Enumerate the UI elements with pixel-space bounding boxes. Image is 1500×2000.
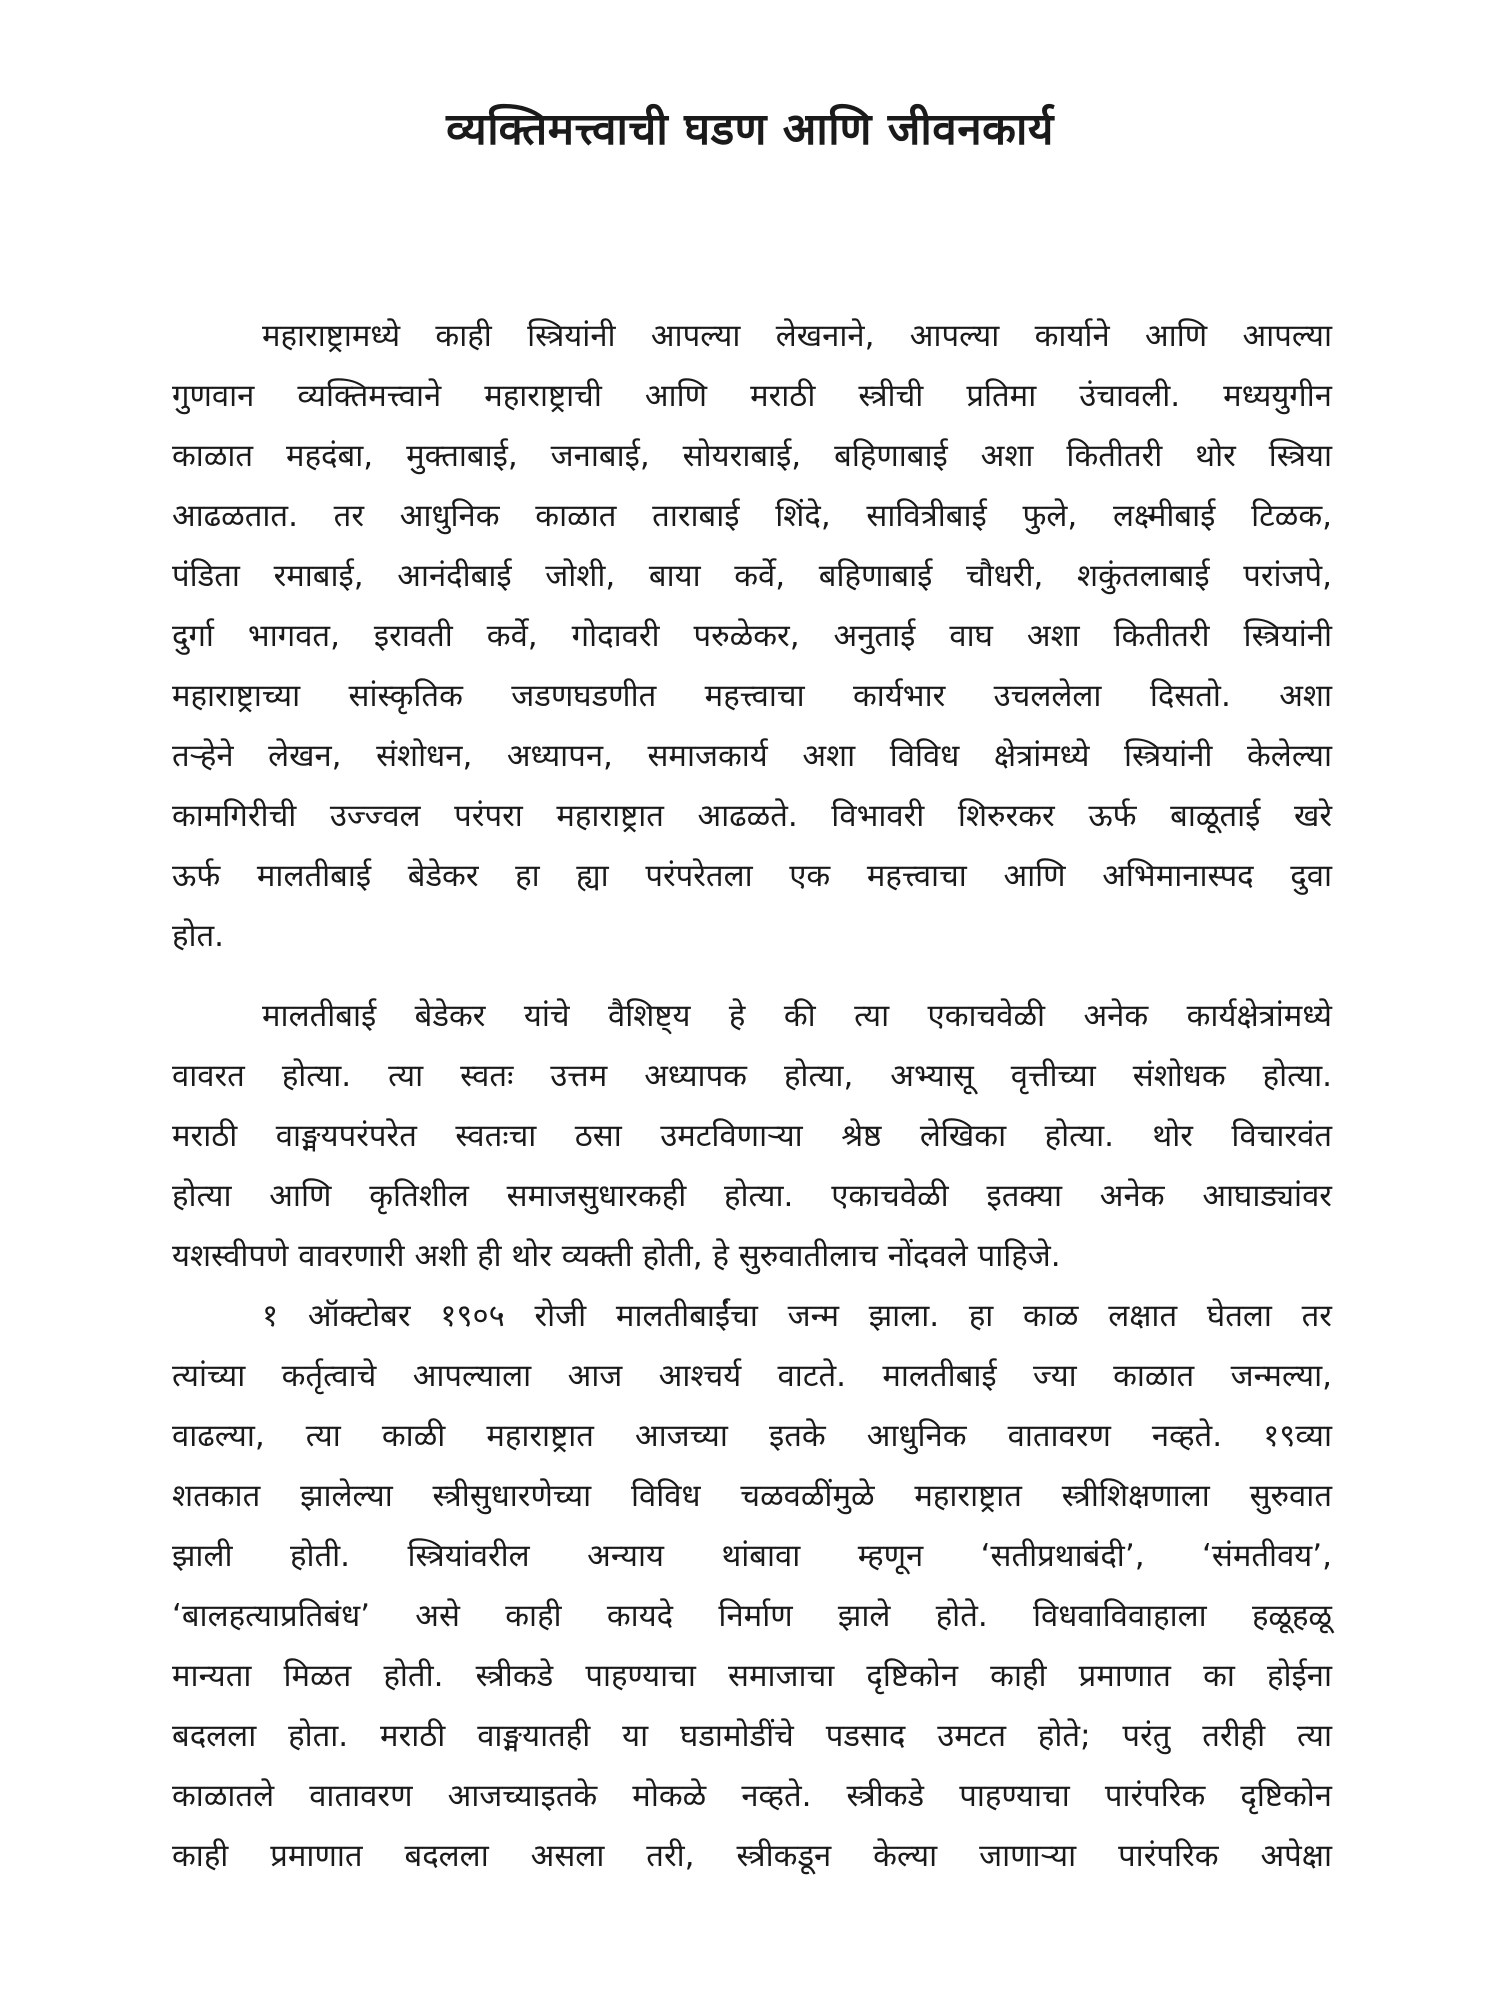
- paragraph-1-line-10: ऊर्फ मालतीबाई बेडेकर हा ह्या परंपरेतला एक महत्त्वाचा आणि अभिमानास्पद दुवा: [172, 858, 1332, 894]
- paragraph-3-line-3: वाढल्या, त्या काळी महाराष्ट्रात आजच्या इतके आधुनिक वातावरण नव्हते. १९व्या: [172, 1418, 1332, 1454]
- paragraph-1-line-6: दुर्गा भागवत, इरावती कर्वे, गोदावरी परुळेकर, अनुताई वाघ अशा कितीतरी स्त्रियांनी: [172, 618, 1332, 654]
- paragraph-3-line-8: बदलला होता. मराठी वाङ्मयातही या घडामोडींचे पडसाद उमटत होते; परंतु तरीही त्या: [172, 1718, 1332, 1754]
- paragraph-2-line-2: वावरत होत्या. त्या स्वतः उत्तम अध्यापक होत्या, अभ्यासू वृत्तीच्या संशोधक होत्या.: [172, 1058, 1332, 1094]
- paragraph-3-line-7: मान्यता मिळत होती. स्त्रीकडे पाहण्याचा समाजाचा दृष्टिकोन काही प्रमाणात का होईना: [172, 1658, 1332, 1694]
- paragraph-2-line-5: यशस्वीपणे वावरणारी अशी ही थोर व्यक्ती होती, हे सुरुवातीलाच नोंदवले पाहिजे.: [172, 1238, 1061, 1274]
- paragraph-1-line-11: होत.: [172, 918, 225, 954]
- paragraph-3-line-6: ‘बालहत्याप्रतिबंध’ असे काही कायदे निर्माण झाले होते. विधवाविवाहाला हळूहळू: [172, 1598, 1332, 1634]
- paragraph-1-line-8: तऱ्हेने लेखन, संशोधन, अध्यापन, समाजकार्य अशा विविध क्षेत्रांमध्ये स्त्रियांनी केलेल्या: [172, 738, 1332, 774]
- paragraph-1-line-2: गुणवान व्यक्तिमत्त्वाने महाराष्ट्राची आणि मराठी स्त्रीची प्रतिमा उंचावली. मध्ययुगीन: [172, 378, 1332, 414]
- paragraph-3-line-2: त्यांच्या कर्तृत्वाचे आपल्याला आज आश्चर्य वाटते. मालतीबाई ज्या काळात जन्मल्या,: [172, 1358, 1332, 1394]
- paragraph-1-line-9: कामगिरीची उज्ज्वल परंपरा महाराष्ट्रात आढळते. विभावरी शिरुरकर ऊर्फ बाळूताई खरे: [172, 798, 1332, 834]
- paragraph-2-line-4: होत्या आणि कृतिशील समाजसुधारकही होत्या. एकाचवेळी इतक्या अनेक आघाड्यांवर: [172, 1178, 1332, 1214]
- paragraph-3-line-10: काही प्रमाणात बदलला असला तरी, स्त्रीकडून केल्या जाणाऱ्या पारंपरिक अपेक्षा: [172, 1838, 1332, 1874]
- paragraph-3-line-9: काळातले वातावरण आजच्याइतके मोकळे नव्हते. स्त्रीकडे पाहण्याचा पारंपरिक दृष्टिकोन: [172, 1778, 1332, 1814]
- paragraph-3-line-4: शतकात झालेल्या स्त्रीसुधारणेच्या विविध चळवळींमुळे महाराष्ट्रात स्त्रीशिक्षणाला सुरुवात: [172, 1478, 1332, 1514]
- paragraph-1-line-5: पंडिता रमाबाई, आनंदीबाई जोशी, बाया कर्वे, बहिणाबाई चौधरी, शकुंतलाबाई परांजपे,: [172, 558, 1332, 594]
- paragraph-3-line-5: झाली होती. स्त्रियांवरील अन्याय थांबावा म्हणून ‘सतीप्रथाबंदी’, ‘संमतीवय’,: [172, 1538, 1332, 1574]
- paragraph-3-line-1: १ ऑक्टोबर १९०५ रोजी मालतीबाईंचा जन्म झाला. हा काळ लक्षात घेतला तर: [262, 1298, 1332, 1334]
- paragraph-1-line-3: काळात महदंबा, मुक्ताबाई, जनाबाई, सोयराबाई, बहिणाबाई अशा कितीतरी थोर स्त्रिया: [172, 438, 1332, 474]
- paragraph-1-line-1: महाराष्ट्रामध्ये काही स्त्रियांनी आपल्या लेखनाने, आपल्या कार्याने आणि आपल्या: [262, 318, 1332, 354]
- page-title: व्यक्तिमत्त्वाची घडण आणि जीवनकार्य: [446, 104, 1054, 155]
- paragraph-1-line-4: आढळतात. तर आधुनिक काळात ताराबाई शिंदे, सावित्रीबाई फुले, लक्ष्मीबाई टिळक,: [172, 498, 1332, 534]
- paragraph-2-line-3: मराठी वाङ्मयपरंपरेत स्वतःचा ठसा उमटविणाऱ्या श्रेष्ठ लेखिका होत्या. थोर विचारवंत: [172, 1118, 1332, 1154]
- paragraph-2-line-1: मालतीबाई बेडेकर यांचे वैशिष्ट्य हे की त्या एकाचवेळी अनेक कार्यक्षेत्रांमध्ये: [262, 998, 1332, 1034]
- paragraph-1-line-7: महाराष्ट्राच्या सांस्कृतिक जडणघडणीत महत्त्वाचा कार्यभार उचललेला दिसतो. अशा: [172, 678, 1332, 714]
